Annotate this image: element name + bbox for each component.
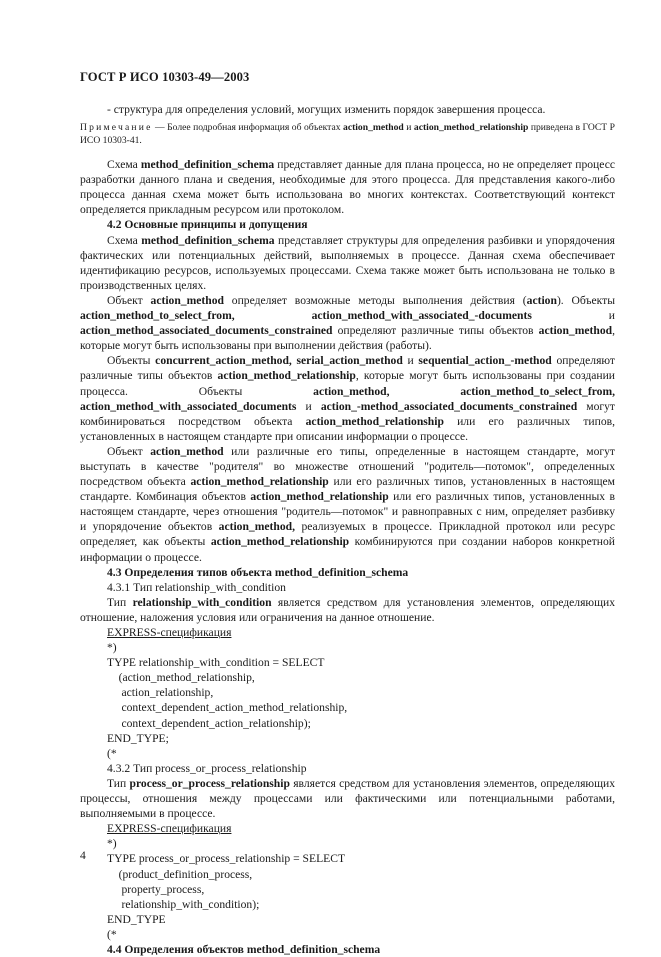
code-line: relationship_with_condition);: [107, 897, 260, 911]
code-line: (action_method_relationship,: [107, 671, 255, 685]
express-spec-heading: EXPRESS-спецификация: [107, 626, 232, 639]
paragraph-relationship-with-condition: Тип relationship_with_condition является средством для установления элементов, определяющих отношение, наложения условия или ограничения на данное отношение.: [80, 595, 616, 624]
paragraph-process-or-process-relationship: Тип process_or_process_relationship является средством для установления элементов, определяющих процессы, отношения между процессами или фактическими или потенциальными работами, выполняемыми в процессе.: [80, 776, 616, 821]
code-line: *): [107, 641, 117, 655]
paragraph-action-method: Объект action_method определяет возможные методы выполнения действия (action). Объекты action_method_to_select_from, action_method_with_associated_-documents и action_method_associated_documents_constrained определяют различные типы объектов action_method, которые могут быть использованы при выполнении действия (работы).: [80, 293, 615, 353]
paragraph-method-relationships: Объекты concurrent_action_method, serial_action_method и sequential_action_-method определяют различные типы объектов action_method_relationship, которые могут быть использованы при создании процесса. Объекты action_method, action_method_to_select_from, action_method_with_associated_documents и action_-method_associated_documents_constrained могут комбинироваться посредством объекта action_method_relationship или его различных типов, установленных в настоящем стандарте при описании информации о процессе.: [80, 354, 615, 443]
code-line: (product_definition_process,: [107, 867, 253, 881]
section-heading-4-2: 4.2 Основные принципы и допущения: [107, 218, 308, 232]
note-label: Примечание: [80, 122, 153, 134]
document-body: [80, 102, 615, 957]
code-line: *): [107, 837, 117, 851]
code-line: property_process,: [107, 882, 205, 896]
page-number: 4: [80, 849, 86, 862]
code-line: END_TYPE: [107, 912, 166, 926]
code-line: action_relationship,: [107, 686, 214, 700]
express-spec-block-2: [107, 821, 615, 942]
code-line: (*: [107, 746, 117, 760]
subsection-heading-4-3-2: 4.3.2 Тип process_or_process_relationship: [107, 761, 307, 775]
paragraph-schema-structures: Схема method_definition_schema представляет структуры для определения разбивки и упорядочения фактических или потенциальных действий, выполняемых в процессе. Данная схема обеспечивает идентификацию ресурсов, используемых процессами. Схема также может быть использована не только в производственных целях.: [80, 233, 615, 292]
code-line: TYPE relationship_with_condition = SELECT: [107, 656, 325, 670]
code-line: (*: [107, 927, 117, 941]
express-spec-block-1: [107, 625, 615, 761]
subsection-heading-4-3-1: 4.3.1 Тип relationship_with_condition: [107, 580, 286, 594]
paragraph-structure-item: - структура для определения условий, могущих изменить порядок завершения процесса.: [107, 103, 546, 116]
section-heading-4-3: 4.3 Определения типов объекта method_definition_schema: [107, 565, 409, 579]
note-paragraph: Примечание — Более подробная информация об объектах action_method и action_method_relationship приведена в ГОСТ Р ИСО 10303-41.: [80, 122, 615, 147]
code-line: END_TYPE;: [107, 731, 169, 745]
express-spec-heading: EXPRESS-спецификация: [107, 822, 232, 836]
paragraph-parent-child: Объект action_method или различные его типы, определенные в настоящем стандарте, могут выступать в качестве "родителя" во множестве отношений "родитель—потомок", определенных посредством объекта action_method_relationship или его различных типов, установленных в настоящем стандарте. Комбинация объектов action_method_relationship или его различных типов, установленных в настоящем стандарте, через отношения "родитель—потомок" и равноправных с ним, определяет разбивку и упорядочение объектов action_method, реализуемых в процессе. Прикладной протокол или ресурс определяет, как объекты action_method_relationship комбинируются при создании наборов конкретной информации о процессе.: [80, 444, 615, 564]
code-line: context_dependent_action_relationship);: [107, 716, 311, 730]
section-heading-4-4: 4.4 Определения объектов method_definition_schema: [107, 942, 381, 956]
document-header: ГОСТ Р ИСО 10303-49—2003: [80, 70, 250, 84]
code-line: TYPE process_or_process_relationship = SELECT: [107, 852, 346, 866]
paragraph-schema-purpose: Схема method_definition_schema представляет данные для плана процесса, но не определяет процесс разработки данного плана и сведения, необходимые для этого процесса. Для представления какого-либо процесса данная схема может быть использована во многих контекстах. Соответствующий контекст определяется прикладным ресурсом или протоколом.: [80, 158, 615, 217]
code-line: context_dependent_action_method_relationship,: [107, 701, 348, 715]
